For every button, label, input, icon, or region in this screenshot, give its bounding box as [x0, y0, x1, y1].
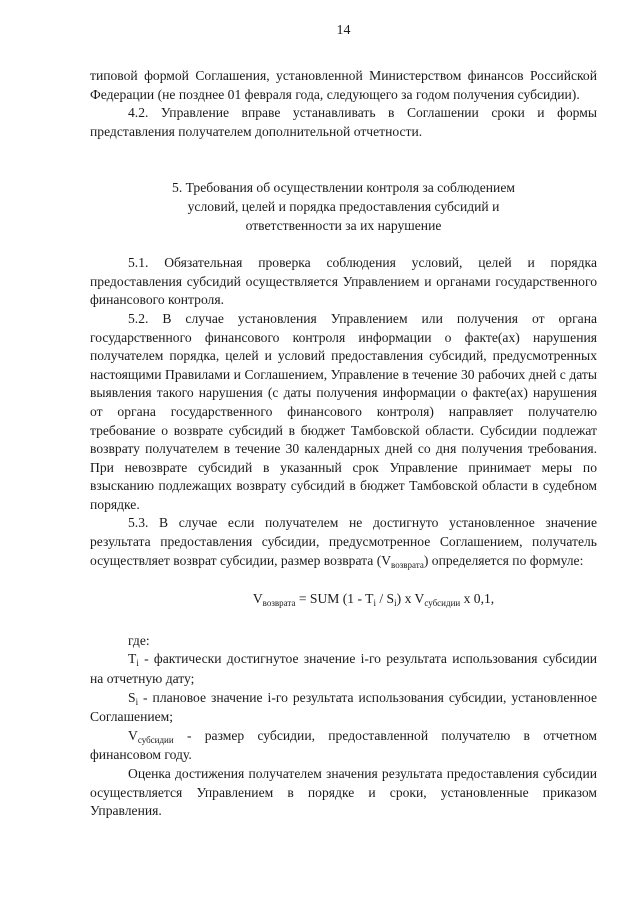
formula-i1: i: [373, 598, 376, 609]
formula-mid: = SUM (1 - T: [295, 591, 374, 607]
def-s-sub: i: [135, 696, 139, 707]
paragraph-5-3: [90, 514, 597, 571]
paragraph-final: Оценка достижения получателем значения результата предоставления субсидии осуществляется Управлением в порядке и сроки, установленные приказом Управления.: [90, 766, 597, 819]
paragraph-5-3-text: 5.3. В случае если получателем не достигнуто установленное значение результата предоставления субсидии, предусмотренное Соглашением, получатель осуществляет возврат субсидии, размер возврата (V: [90, 515, 597, 568]
return-formula: [90, 590, 597, 610]
definition-t: [90, 650, 597, 688]
formula-end: x 0,1,: [460, 591, 495, 607]
definition-s: [90, 689, 597, 727]
def-t-symbol: T: [128, 651, 137, 667]
paragraph-5-1: 5.1. Обязательная проверка соблюдения условий, целей и порядка предоставления субсидий осуществляется Управлением и органами государственного финансового контроля.: [90, 255, 597, 308]
def-s-symbol: S: [128, 689, 136, 705]
paragraph-5-3-subscript: возврата: [391, 559, 424, 570]
paragraph-4-2: 4.2. Управление вправе устанавливать в Соглашении сроки и формы представления получателем дополнительной отчетности.: [90, 105, 597, 139]
def-v-text: - размер субсидии, предоставленной получателю в отчетном финансовом году.: [90, 727, 597, 763]
formula-v2-sub: субсидии: [424, 598, 461, 609]
page-content: [90, 67, 597, 821]
formula-v-sub: возврата: [262, 598, 296, 609]
paragraph-continuation: типовой формой Соглашения, установленной Министерством финансов Российской Федерации (не позднее 01 февраля года, следующего за годом получения субсидии).: [90, 68, 597, 102]
where-label: где:: [128, 632, 150, 648]
formula-i2: i: [394, 598, 397, 609]
formula-v: V: [252, 591, 263, 607]
paragraph-5-3-end: ) определяется по формуле:: [423, 552, 584, 568]
def-t-sub: i: [136, 658, 139, 669]
section-title-line-3: ответственности за их нарушение: [245, 217, 442, 233]
def-v-symbol: V: [128, 727, 138, 743]
paragraph-5-2: 5.2. В случае установления Управлением или получения от органа государственного финансового контроля информации о факте(ах) нарушения получателем порядка, целей и условий предоставления субсидий, предусмотренных настоящими Правилами и Соглашением, Управление в течение 30 рабочих дней с даты выявления такого нарушения (с даты получения информации о факте(ах) нарушения от органа государственного финансового контроля) направляет получателю требование о возврате субсидий в бюджет Тамбовской области. Субсидии подлежат возврату получателем в течение 30 календарных дней со дня получения требования. При невозврате субсидий в указанный срок Управление принимает меры по взысканию подлежащих возврату субсидий в бюджет Тамбовской области в судебном порядке.: [90, 310, 597, 512]
section-title-line-1: 5. Требования об осуществлении контроля за соблюдением: [172, 180, 515, 196]
formula-mid2: / S: [375, 591, 395, 607]
def-t-text: - фактически достигнутое значение i-го результата использования субсидии на отчетную дату;: [90, 651, 597, 687]
formula-mid3: ) x V: [396, 591, 425, 607]
def-v-sub: субсидии: [137, 734, 174, 745]
def-s-text: - плановое значение i-го результата использования субсидии, установленное Соглашением;: [90, 689, 597, 725]
section-title-line-2: условий, целей и порядка предоставления субсидий и: [187, 198, 500, 214]
page-number: 14: [336, 23, 351, 38]
definition-v: [90, 727, 597, 765]
